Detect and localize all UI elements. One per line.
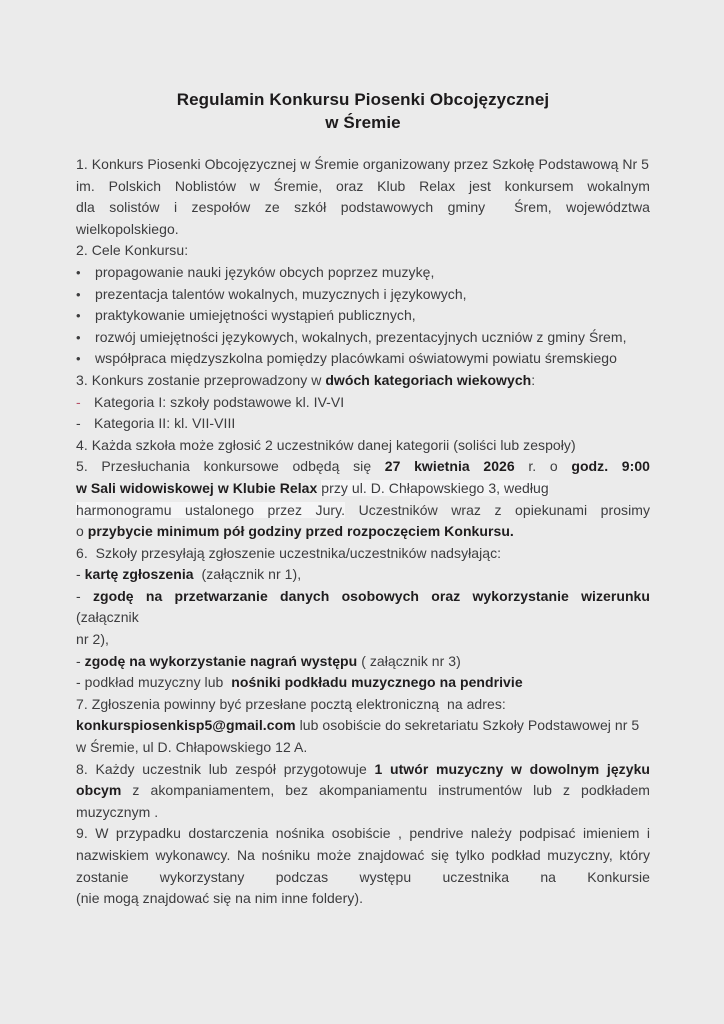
- text-segment: w Sali widowiskowej w Klubie Relax: [76, 479, 318, 496]
- text-line: [76, 823, 650, 845]
- text-segment: Kategoria II: kl. VII-VIII: [94, 415, 236, 432]
- text-line: [76, 240, 650, 262]
- category-1: [76, 392, 650, 414]
- text-line: [76, 651, 650, 673]
- text-line: [76, 456, 650, 478]
- text-line: [76, 219, 650, 241]
- text-segment: - podkład muzyczny lub: [76, 674, 232, 691]
- text-segment: Uczestników wraz z opiekunami prosimy: [345, 501, 650, 518]
- text-line: [76, 327, 650, 349]
- goal-bullet-5: [76, 348, 650, 370]
- text-segment: kartę zgłoszenia: [84, 566, 194, 583]
- text-segment: współpraca międzyszkolna pomiędzy placówkami oświatowymi powiatu śremskiego: [95, 350, 617, 367]
- bullet-icon: •: [76, 286, 81, 302]
- text-segment: prezentacja talentów wokalnych, muzycznych i językowych,: [95, 285, 467, 302]
- bullet-icon: •: [76, 308, 81, 324]
- text-segment: w Śremie, ul D. Chłapowskiego 12 A.: [76, 739, 308, 756]
- text-segment: 5. Przesłuchania konkursowe odbędą się: [76, 458, 385, 475]
- text-line: [76, 802, 650, 824]
- text-line: [76, 759, 650, 781]
- document-body: [76, 154, 650, 910]
- text-segment: (załącznik: [76, 609, 139, 626]
- text-line: [76, 845, 650, 867]
- text-line: [76, 348, 650, 370]
- title-line-2: w Śremie: [325, 113, 401, 132]
- attachment-1: [76, 564, 650, 586]
- text-segment: z akompaniamentem, bez akompaniamentu instrumentów lub z podkładem: [121, 782, 650, 799]
- text-segment: r. o: [514, 458, 572, 475]
- text-segment: 3. Konkurs zostanie przeprowadzony w: [76, 371, 326, 388]
- attachment-3: [76, 651, 650, 673]
- text-segment: wielkopolskiego.: [76, 220, 179, 237]
- bullet-icon: •: [76, 264, 81, 280]
- text-segment: o: [76, 523, 88, 540]
- text-line: [76, 737, 650, 759]
- text-line: [76, 176, 650, 198]
- text-line: [76, 780, 650, 802]
- text-segment: im. Polskich Noblistów w Śremie, oraz Klub Relax jest konkursem wokalnym: [76, 177, 650, 194]
- text-segment: zgodę na przetwarzanie danych osobowych oraz wykorzystanie wizerunku: [92, 587, 650, 604]
- text-segment: dwóch kategoriach wiekowych: [325, 371, 532, 388]
- goal-bullet-1: [76, 262, 650, 284]
- paragraph-4: [76, 435, 650, 457]
- text-segment: Kategoria I: szkoły podstawowe kl. IV-VI: [94, 393, 345, 410]
- text-line: [76, 672, 650, 694]
- text-line: [76, 564, 650, 586]
- text-segment: rozwój umiejętności językowych, wokalnych, prezentacyjnych uczniów z gminy Śrem,: [95, 328, 627, 345]
- text-line: [76, 543, 650, 565]
- text-line: [76, 284, 650, 306]
- attachment-2: [76, 586, 650, 651]
- text-segment: dla solistów i zespołów ze szkół podstawowych gminy Śrem, województwa: [76, 199, 650, 216]
- text-segment: 27 kwietnia 2026: [384, 458, 515, 475]
- text-line: [76, 521, 650, 543]
- document-title: [76, 88, 650, 134]
- paragraph-7: [76, 694, 650, 759]
- title-line-1: Regulamin Konkursu Piosenki Obcojęzycznej: [176, 90, 550, 109]
- text-segment: harmonogramu ustalonego przez Jury.: [76, 501, 346, 518]
- text-segment: przy ul. D. Chłapowskiego 3, według: [321, 479, 549, 496]
- text-segment: -: [76, 566, 85, 583]
- text-segment: 4. Każda szkoła może zgłosić 2 uczestników danej kategorii (soliści lub zespoły): [76, 436, 576, 453]
- bullet-icon: •: [76, 351, 81, 367]
- dash-icon: -: [76, 393, 81, 410]
- text-segment: nr 2),: [76, 631, 109, 648]
- text-segment: 1 utwór muzyczny w dowolnym języku: [374, 760, 651, 777]
- paragraph-8: [76, 759, 650, 824]
- text-line: [76, 586, 650, 629]
- paragraph-6: [76, 543, 650, 565]
- text-segment: zgodę na wykorzystanie nagrań występu: [84, 652, 358, 669]
- text-segment: nośniki podkładu muzycznego na pendrivie: [231, 674, 523, 691]
- text-line: [76, 262, 650, 284]
- text-line: [76, 500, 650, 522]
- text-line: [76, 435, 650, 457]
- paragraph-1: [76, 154, 650, 240]
- text-line: [76, 694, 650, 716]
- text-segment: 9. W przypadku dostarczenia nośnika osobiście , pendrive należy podpisać imieniem i: [76, 825, 650, 842]
- text-line: [76, 370, 650, 392]
- email-address: konkurspiosenkisp5@gmail.com: [76, 717, 296, 734]
- text-segment: nazwiskiem wykonawcy. Na nośniku może znajdować się tylko podkład muzyczny, który: [76, 847, 650, 863]
- paragraph-2-heading: [76, 240, 650, 262]
- text-line: [76, 154, 650, 176]
- text-line: [76, 392, 650, 414]
- text-segment: 1. Konkurs Piosenki Obcojęzycznej w Śremie organizowany przez Szkołę Podstawową Nr 5: [76, 156, 650, 172]
- text-segment: (załącznik nr 1),: [193, 566, 302, 583]
- category-2: [76, 413, 650, 435]
- text-segment: 6. Szkoły przesyłają zgłoszenie uczestnika/uczestników nadsyłając:: [76, 544, 502, 561]
- text-segment: 8. Każdy uczestnik lub zespół przygotowuje: [76, 760, 375, 777]
- text-line: [76, 715, 650, 737]
- text-line: [76, 478, 650, 500]
- goal-bullet-4: [76, 327, 650, 349]
- paragraph-5: [76, 456, 650, 542]
- text-segment: przybycie minimum pół godziny przed rozpoczęciem Konkursu.: [87, 523, 514, 540]
- text-segment: obcym: [76, 782, 122, 799]
- bullet-icon: •: [76, 329, 81, 345]
- text-segment: ( załącznik nr 3): [357, 652, 461, 669]
- goal-bullet-2: [76, 284, 650, 306]
- text-segment: praktykowanie umiejętności wystąpień publicznych,: [95, 307, 416, 324]
- text-line: [76, 413, 650, 435]
- text-segment: 7. Zgłoszenia powinny być przesłane pocztą elektroniczną na adres:: [76, 695, 506, 712]
- text-segment: :: [531, 371, 536, 388]
- goal-bullet-3: [76, 305, 650, 327]
- text-segment: -: [76, 652, 85, 669]
- text-line: [76, 197, 650, 219]
- text-segment: muzycznym .: [76, 803, 159, 820]
- paragraph-3: [76, 370, 650, 392]
- text-line: [76, 867, 650, 889]
- dash-icon: -: [76, 415, 81, 432]
- text-segment: -: [76, 587, 93, 604]
- text-line: [76, 629, 650, 651]
- text-segment: lub osobiście do sekretariatu Szkoły Podstawowej nr 5: [295, 717, 640, 734]
- text-line: [76, 888, 650, 910]
- paragraph-9: [76, 823, 650, 909]
- text-line: [76, 305, 650, 327]
- text-segment: propagowanie nauki języków obcych poprzez muzykę,: [95, 263, 435, 280]
- text-segment: (nie mogą znajdować się na nim inne foldery).: [76, 890, 364, 907]
- text-segment: godz. 9:00: [571, 458, 650, 475]
- attachment-4: [76, 672, 650, 694]
- text-segment: zostanie wykorzystany podczas występu uczestnika na Konkursie: [76, 868, 650, 885]
- text-segment: 2. Cele Konkursu:: [76, 242, 189, 259]
